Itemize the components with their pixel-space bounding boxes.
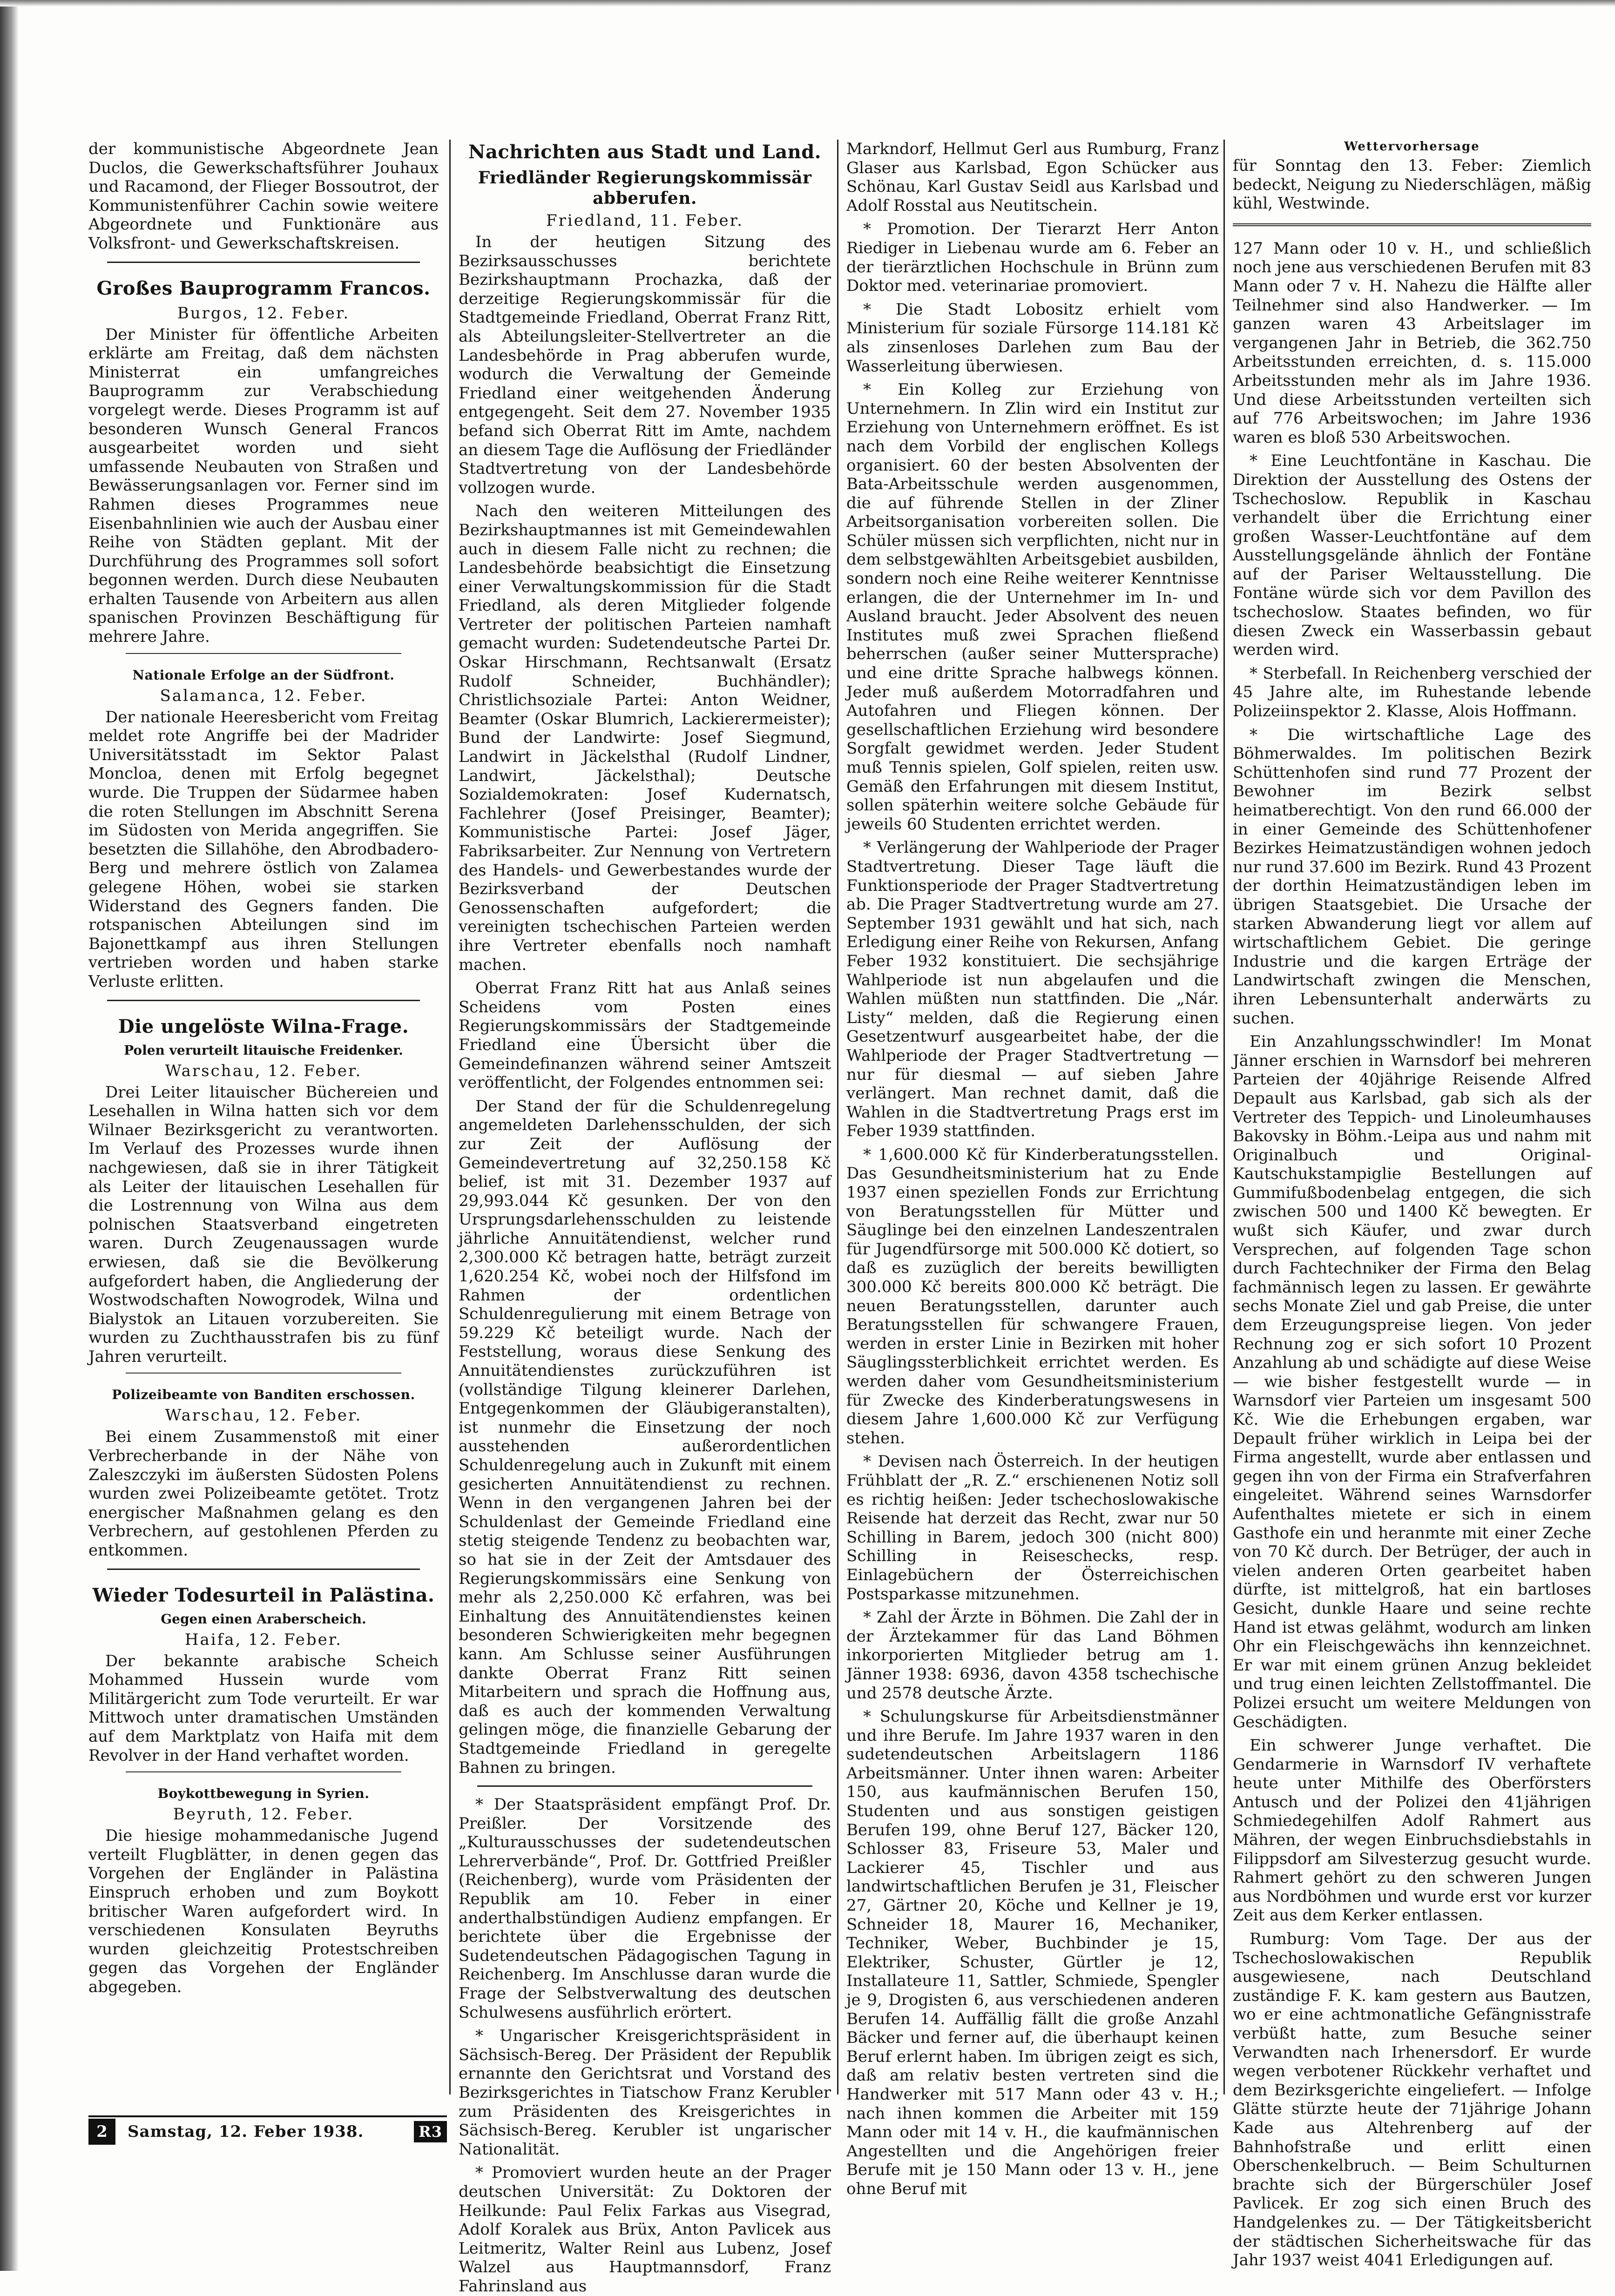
news-item: Ein schwerer Junge verhaftet. Die Gendarmerie in Warnsdorf IV verhaftete heute unter Mithilfe des Oberförsters Antusch und der Polizei den 41jährigen Schmiedegehilfen Adolf Rahmert aus Mähren, der wegen Einbruchsdiebstahls in Filippsdorf am Silvesterzug gesucht wurde. Rahmert gehört zu den schweren Jungen aus Nordböhmen und wurde erst vor kurzer Zeit aus dem Kerker entlassen. — [1233, 1736, 1591, 1925]
weather-title: Wettervorhersage — [1344, 140, 1480, 154]
scan-edge-top — [0, 0, 1615, 7]
headline-bauprogramm: Großes Bauprogramm Francos. — [96, 277, 431, 299]
news-item: Markndorf, Hellmut Gerl aus Rumburg, Franz Glaser aus Karlsbad, Egon Schücker aus Schönau, Karl Gustav Seidl aus Karlsbad und Adolf Rosstal aus Neutitschein. — [846, 140, 1219, 215]
article-paragraph: Nach den weiteren Mitteilungen des Bezirkshauptmannes ist mit Gemeindewahlen auch in diesem Falle nicht zu rechnen; die Landesbehörde beabsichtigt die Einsetzung einer Verwaltungskommission für die Stadt Friedland, als deren Mitglieder folgende Vertreter der politischen Parteien namhaft gemacht wurden: Sudetendeutsche Partei Dr. Oskar Hirschmann, Rechtsanwalt (Ersatz Rudolf Schneider, Buchhändler); Christlichsoziale Partei: Anton Weidner, Beamter (Oskar Blumrich, Lackierermeister); Bund der Landwirte: Josef Siegmund, Landwirt in Jäckelsthal (Rudolf Lindner, Landwirt, Jäckelsthal); Deutsche Sozialdemokraten: Josef Kudernatsch, Fachlehrer (Josef Preisinger, Beamter); Kommunistische Partei: Josef Jäger, Fabriksarbeiter. Zur Nennung von Vertretern des Handels- und Gewerbestandes wurde der Bezirksverband der Deutschen Genossenschaften aufgefordert; die vereinigten tschechischen Parteien werden ihre Vertreter ebenfalls noch namhaft machen. — [459, 502, 831, 974]
weather-text: für Sonntag den 13. Feber: Ziemlich bedeckt, Neigung zu Niederschlägen, mäßig kühl, Westwinde. — [1233, 156, 1591, 213]
headline-friedland: Friedländer Regierungskommissär abberufen. — [478, 168, 812, 208]
article-paragraph: Der Stand der für die Schuldenregelung angemeldeten Darlehensschulden, der sich zur Zeit der Auflösung der Gemeindevertretung auf 32,250.158 Kč belief, ist mit 31. Dezember 1937 auf 29,993.044 Kč gesunken. Der von den Ursprungsdarlehensschulden zu leistende jährliche Annuitätendienst, welcher rund 2,300.000 Kč betragen hatte, beträgt zurzeit 1,620.254 Kč, wobei noch der Hilfsfond im Rahmen der ordentlichen Schuldenregulierung mit einem Betrage von 59.229 Kč beteiligt wurde. Nach der Feststellung, woraus diese Senkung des Annuitätendienstes zurückzuführen ist (vollständige Tilgung kleinerer Darlehen, Entgegenkommen der Gläubigeranstalten), ist nunmehr die Einsetzung der noch ausstehenden außerordentlichen Schuldenregelung auch in Zukunft mit einem gesicherten Annuitätendienst zu rechnen. Wenn in den vergangenen Jahren bei der Schuldenlast der Gemeinde Friedland eine stetig steigende Tendenz zu beobachten war, so hat sie in der Zeit der Amtsdauer des Regierungskommissärs eine Senkung von mehr als 2,250.000 Kč erfahren, was bei Einhaltung des Annuitätendienstes keinen besonderen Schwierigkeiten mehr begegnen kann. Am Schlusse seiner Ausführungen dankte Oberrat Franz Ritt seinen Mitarbeitern und sprach die Hoffnung aus, daß es auch der kommenden Verwaltung gelingen möge, die finanzielle Gebarung der Stadtgemeinde Friedland in geregelte Bahnen zu bringen. — [459, 1097, 831, 1777]
column-3 — [846, 140, 1219, 2198]
news-item: 127 Mann oder 10 v. H., und schließlich noch jene aus verschiedenen Berufen mit 83 Mann oder 7 v. H. Nahezu die Hälfte aller Teilnehmer sind also Handwerker. — Im ganzen waren 43 Arbeitslager im vergangenen Jahr in Betrieb, die 362.750 Arbeitsstunden erreichten, d. s. 115.000 Arbeitsstunden mehr als im Jahre 1936. Und diese Arbeitsstunden verteilten sich auf 776 Arbeitswochen; im Jahre 1936 waren es bloß 530 Arbeitswochen. — [1233, 239, 1591, 447]
news-item: * Promoviert wurden heute an der Prager deutschen Universität: Zu Doktoren der Heilkunde: Paul Felix Farkas aus Visegrad, Adolf Koralek aus Brüx, Anton Pavlicek aus Leitmeritz, Walter Reinl aus Lubenz, Josef Walzel aus Hauptmannsdorf, Franz Fahrinsland aus — [459, 2163, 831, 2296]
subheadline: Gegen einen Araberscheich. — [161, 1611, 366, 1627]
subheadline: Polen verurteilt litauische Freidenker. — [124, 1042, 403, 1058]
article-separator — [126, 1373, 401, 1374]
news-item: * Sterbefall. In Reichenberg verschied der 45 Jahre alte, im Ruhestande lebende Polizeiinspektor 2. Klasse, Alois Hoffmann. — [1233, 664, 1591, 721]
column-1 — [88, 140, 439, 2118]
news-item: Rumburg: Vom Tage. Der aus der Tschechoslowakischen Republik ausgewiesene, nach Deutschland zuständige F. K. kam gestern aus Bautzen, wo er eine achtmonatliche Gefängnisstrafe verbüßt hatte, zum Besuche seiner Verwandten nach Irhenersdorf. Er wurde wegen verbotener Rückkehr verhaftet und dem Bezirksgerichte eingeliefert. — Infolge Glätte stürzte heute der 71jährige Johann Kade aus Altehrenberg auf der Bahnhofstraße und erlitt einen Oberschenkelbruch. — Beim Schulturnen brachte sich der Bürgerschüler Josef Pavlicek. Er zog sich einen Bruch des Handgelenkes zu. — Der Tätigkeitsbericht der städtischen Sicherheitswache für das Jahr 1937 weist 4041 Erledigungen auf. — [1233, 1930, 1591, 2270]
article-separator — [126, 1771, 401, 1772]
news-item: * Verlängerung der Wahlperiode der Prager Stadtvertretung. Dieser Tage läuft die Funktionsperiode der Prager Stadtvertretung ab. Die Prager Stadtvertretung wurde am 27. September 1931 gewählt und hat sich, nach Erledigung einer Reihe von Rekursen, Anfang Feber 1932 konstituiert. Die sechsjährige Wahlperiode ist nun abgelaufen und die Wahlen müßten nun stattfinden. Die „Nár. Listy“ melden, daß die Regierung einen Gesetzentwurf ausgearbeitet habe, der die Wahlperiode der Prager Stadtvertretung — nur für diesmal — auf sieben Jahre verlängert. Man rechnet damit, daß die Wahlen in die Stadtvertretung Prags erst im Feber 1939 stattfinden. — [846, 838, 1219, 1141]
article-paragraph: Die hiesige mohammedanische Jugend verteilt Flugblätter, in denen gegen das Vorgehen der Engländer in Palästina Einspruch erhoben und zum Boykott britischer Waren aufgefordert wird. In verschiedenen Konsulaten Beyruths wurden gleichzeitig Protestschreiben gegen das Vorgehen der Engländer abgegeben. — [88, 1826, 439, 1996]
article-separator — [107, 262, 420, 263]
dateline: Burgos, 12. Feber. — [177, 303, 350, 323]
article-separator — [107, 1569, 420, 1570]
article-paragraph: Bei einem Zusammenstoß mit einer Verbrecherbande in der Nähe von Zaleszczyki im äußersten Südosten Polens wurden zwei Polizeibeamte getötet. Trotz energischer Maßnahmen gelang es den Verbrechern, auf gestohlenen Pferden zu entkommen. — [88, 1427, 439, 1560]
newspaper-logo: R3 — [414, 2121, 447, 2142]
weather-forecast — [1233, 140, 1591, 226]
article-paragraph: Der Minister für öffentliche Arbeiten erklärte am Freitag, daß dem nächsten Ministerrat ein umfangreiches Bauprogramm zur Verabschiedung vorgelegt werde. Dieses Programm ist auf besonderen Wunsch General Francos ausgearbeitet worden und sieht umfassende Neubauten von Straßen und Bewässerungsanlagen vor. Ferner sind im Rahmen dieses Programmes neue Eisenbahnlinien wie auch der Ausbau einer Reihe von Städten geplant. Mit der Durchführung des Programmes soll sofort begonnen werden. Durch diese Neubauten erhalten Tausende von Arbeitern aus allen spanischen Provinzen Beschäftigung für mehrere Jahre. — [88, 325, 439, 646]
article-separator — [477, 1785, 812, 1787]
headline-suedfront: Nationale Erfolge an der Südfront. — [132, 667, 395, 683]
article-continuation: der kommunistische Abgeordnete Jean Duclos, die Gewerkschaftsführer Jouhaux und Racamond, der Flieger Bossoutrot, der Kommunistenführer Cachin sowie weitere Abgeordnete und Funktionäre aus Volksfront- und Gewerkschaftskreisen. — [88, 140, 439, 253]
news-item: * Promotion. Der Tierarzt Herr Anton Riediger in Liebenau wurde am 6. Feber an der tierärztlichen Hochschule in Brünn zum Doktor med. veterinariae promoviert. — [846, 220, 1219, 296]
column-rule — [837, 140, 838, 2094]
article-separator — [126, 653, 401, 654]
article-separator — [107, 1000, 420, 1001]
news-item: * Die Stadt Lobositz erhielt vom Ministerium für soziale Fürsorge 114.181 Kč als zinsenloses Darlehen zum Bau der Wasserleitung überwiesen. — [846, 300, 1219, 376]
issue-date: Samstag, 12. Feber 1938. — [128, 2122, 364, 2141]
column-2 — [459, 140, 831, 2296]
scan-edge-left — [0, 0, 19, 2271]
article-paragraph: Oberrat Franz Ritt hat aus Anlaß seines Scheidens vom Posten eines Regierungskommissärs der Stadtgemeinde Friedland eine Übersicht über die Gemeindefinanzen während seiner Amtszeit veröffentlicht, der Folgendes entnommen sei: — [459, 979, 831, 1092]
dateline: Haifa, 12. Feber. — [184, 1630, 343, 1649]
news-item: * Zahl der Ärzte in Böhmen. Die Zahl der in der Ärztekammer für das Land Böhmen inkorporierten Mitglieder betrug am 1. Jänner 1938: 6936, davon 4358 tschechische und 2578 deutsche Ärzte. — [846, 1608, 1219, 1703]
article-paragraph: In der heutigen Sitzung des Bezirksausschusses berichtete Bezirkshauptmann Prochazka, daß der derzeitige Regierungskommissär für die Stadtgemeinde Friedland, Oberrat Franz Ritt, als Abteilungsleiter-Stellvertreter an die Landesbehörde in Prag abberufen wurde, wodurch die Verwaltung der Gemeinde Friedland einer weitgehenden Änderung entgegengeht. Seit dem 27. November 1935 befand sich Oberrat Ritt im Amte, nachdem an diesem Tage die Auflösung der Friedländer Stadtvertretung von der Landesbehörde vollzogen wurde. — [459, 233, 831, 497]
news-item: * Der Staatspräsident empfängt Prof. Dr. Preißler. Der Vorsitzende des „Kulturausschusses der sudetendeutschen Lehrerverbände“, Prof. Dr. Gottfried Preißler (Reichenberg), wurde vom Präsidenten der Republik am 10. Feber in einer anderthalbstündigen Audienz empfangen. Er berichtete über die Ergebnisse der Sudetendeutschen Pädagogischen Tagung in Reichenberg. Im Anschlusse daran wurde die Frage der Selbstverwaltung des deutschen Schulwesens ausführlich erörtert. — [459, 1795, 831, 2022]
article-paragraph: Der nationale Heeresbericht vom Freitag meldet rote Angriffe bei der Madrider Universitätsstadt im Sektor Palast Moncloa, denen mit Erfolg begegnet wurde. Die Truppen der Südarmee haben die roten Stellungen im Abschnitt Serena im Südosten von Merida angegriffen. Sie besetzten die Sillahöhe, den Abrodbadero-Berg und mehrere östlich von Zalamea gelegene Höhen, wobei sie starken Widerstand des Gegners fanden. Die rotspanischen Abteilungen sind im Bajonettkampf aus ihren Stellungen vertrieben worden und haben starke Verluste erlitten. — [88, 707, 439, 991]
section-title: Nachrichten aus Stadt und Land. — [468, 141, 822, 163]
dateline: Beyruth, 12. Feber. — [173, 1805, 354, 1824]
news-item: * 1,600.000 Kč für Kinderberatungsstellen. Das Gesundheitsministerium hat zu Ende 1937 einen speziellen Fonds zur Errichtung von Beratungsstellen für Mütter und Säuglinge bei den einzelnen Landeszentralen für Jugendfürsorge mit 500.000 Kč dotiert, so daß es zuzüglich der bereits bewilligten 300.000 Kč bereits 800.000 Kč beträgt. Die neuen Beratungsstellen, darunter auch Beratungsstellen für schwangere Frauen, werden in erster Linie in Bezirken mit hoher Säuglingssterblichkeit errichtet werden. Es werden daher vom Gesundheitsministerium für Zwecke des Kinderberatungswesens in diesem Jahre 1,600.000 Kč zur Verfügung stehen. — [846, 1145, 1219, 1448]
column-rule — [449, 140, 451, 2094]
dateline: Friedland, 11. Feber. — [546, 211, 743, 230]
news-item: * Devisen nach Österreich. In der heutigen Frühblatt der „R. Z.“ erschienenen Notiz soll es richtig heißen: Jeder tschechoslowakische Reisende hat derzeit das Recht, zwar nur 50 Schilling in Barem, jedoch 300 (nicht 800) Schilling in Reiseschecks, resp. Einlagebüchern der Österreichischen Postsparkasse mitzunehmen. — [846, 1452, 1219, 1603]
column-4 — [1233, 140, 1591, 2270]
headline-boykott: Boykottbewegung in Syrien. — [157, 1786, 370, 1802]
article-paragraph: Der bekannte arabische Scheich Mohammed Hussein wurde vom Militärgericht zum Tode verurteilt. Er war Mittwoch unter dramatischen Umständen auf dem Marktplatz von Haifa mit dem Revolver in der Hand verhaftet worden. — [88, 1651, 439, 1765]
page-footer — [88, 2115, 447, 2146]
news-item: * Eine Leuchtfontäne in Kaschau. Die Direktion der Ausstellung des Ostens der Tschechoslow. Republik in Kaschau verhandelt über die Errichtung einer großen Wasser-Leuchtfontäne auf dem Ausstellungsgelände ähnlich der Fontäne auf der Pariser Weltausstellung. Die Fontäne würde sich vor dem Pavillon des tschechoslow. Staates befinden, wo für diesen Zweck ein Wasserbassin gebaut werden wird. — [1233, 451, 1591, 660]
dateline: Warschau, 12. Feber. — [165, 1061, 362, 1080]
news-item: * Ungarischer Kreisgerichtspräsident in Sächsisch-Bereg. Der Präsident der Republik ernannte den Gerichtsrat und Vorstand des Bezirksgerichtes in Tiatschow Franz Kerubler zum Präsidenten des Kreisgerichtes in Sächsisch-Bereg. Kerubler ist ungarischer Nationalität. — [459, 2027, 831, 2159]
headline-todesurteil: Wieder Todesurteil in Palästina. — [92, 1584, 435, 1606]
headline-polizeibeamte: Polizeibeamte von Banditen erschossen. — [112, 1387, 415, 1403]
news-item: * Schulungskurse für Arbeitsdienstmänner und ihre Berufe. Im Jahre 1937 waren in den sudetendeutschen Arbeitslagern 1186 Arbeitsmänner. Unter ihnen waren: Arbeiter 150, aus kaufmännischen Berufen 150, Studenten und aus sonstigen geistigen Berufen 199, ohne Beruf 127, Bäcker 120, Schlosser 83, Friseure 53, Maler und Lackierer 45, Tischler und aus landwirtschaftlichen Berufen je 31, Fleischer 27, Gärtner 20, Köche und Kellner je 19, Schneider 18, Maurer 16, Mechaniker, Techniker, Weber, Buchbinder je 15, Elektriker, Schuster, Gürtler je 12, Installateure 11, Sattler, Schmiede, Spengler je 9, Drogisten 6, aus verschiedenen anderen Berufen 14. Auffällig fällt die große Anzahl Bäcker und ferner auf, die überhaupt keinen Beruf erlernt haben. Im übrigen zeigt es sich, daß am relativ besten vertreten sind die Handwerker mit 517 Mann oder 43 v. H.; nach ihnen kommen die Arbeiter mit 159 Mann oder mit 14 v. H., die kaufmännischen Angestellten und die Angehörigen freier Berufe mit je 150 Mann oder 13 v. H., jene ohne Beruf mit — [846, 1707, 1219, 2198]
article-paragraph: Drei Leiter litauischer Büchereien und Lesehallen in Wilna hatten sich vor dem Wilnaer Bezirksgericht zu verantworten. Im Verlauf des Prozesses wurde ihnen nachgewiesen, daß sie in ihrer Tätigkeit als Leiter der litauischen Lesehallen für die Lostrennung von Wilna aus dem polnischen Staatsverband eingetreten waren. Durch Zeugenaussagen wurde erwiesen, daß sie die Bevölkerung aufgefordert haben, die Angliederung der Wostwodschaften Nowogrodek, Wilna und Bialystok an Litauen vorzubereiten. Sie wurden zu Zuchthausstrafen bis zu fünf Jahren verurteilt. — [88, 1083, 439, 1366]
news-item: * Die wirtschaftliche Lage des Böhmerwaldes. Im politischen Bezirk Schüttenhofen sind rund 77 Prozent der Bewohner im Bezirk selbst heimatberechtigt. Von den rund 66.000 der in einer Gemeinde des Schüttenhofener Bezirkes Heimatzuständigen wohnen jedoch nur rund 37.600 im Bezirk. Rund 43 Prozent der dorthin Heimatzuständigen leben im übrigen Staatsgebiet. Die Ursache der starken Abwanderung liegt vor allem auf wirtschaftlichem Gebiet. Die geringe Industrie und die kargen Erträge der Landwirtschaft zwingen die Menschen, ihren Lebensunterhalt anderwärts zu suchen. — [1233, 725, 1591, 1028]
dateline: Warschau, 12. Feber. — [165, 1406, 362, 1425]
page-number: 2 — [88, 2119, 115, 2145]
news-item: Ein Anzahlungsschwindler! Im Monat Jänner erschien in Warnsdorf bei mehreren Parteien der 40jährige Reisende Alfred Depault aus Karlsbad, gab sich als der Vertreter des Teppich- und Linoleumhauses Bakovsky in Böhm.-Leipa aus und nahm mit Originalbuch und Original-Kautschukstampiglie Bestellungen auf Gummifußbodenbelag entgegen, die sich zwischen 500 und 1400 Kč bewegten. Er wußt sich Käufer, und zwar durch Versprechen, auf folgenden Tage schon durch Fachtechniker der Firma den Belag fachmännisch legen zu lassen. Er gewährte sechs Monate Ziel und gab Preise, die unter dem Erzeugungspreise liegen. Von jeder Rechnung zog er sich sofort 10 Prozent Anzahlung ab und schädigte auf diese Weise — wie bisher festgestellt wurde — in Warnsdorf vier Parteien um insgesamt 500 Kč. Wie die Erhebungen ergaben, war Depault früher wirklich in Leipa bei der Firma angestellt, wurde aber entlassen und gegen ihn von der Firma ein Strafverfahren eingeleitet. Während seines Warnsdorfer Aufenthaltes mietete er sich in einem Gasthofe ein und heranmte mit einer Zeche von 70 Kč durch. Der Betrüger, der auch in vielen anderen Orten gearbeitet haben dürfte, ist mittelgroß, hat ein bartloses Gesicht, dunkle Haare und seine rechte Hand ist etwas gelähmt, wodurch am linken Ohr ein Fleischgewächs ihn kennzeichnet. Er war mit einem grünen Anzug bekleidet und trug einen leichten Zellstoffmantel. Die Polizei ersucht um weitere Meldungen von Geschädigten. — [1233, 1032, 1591, 1731]
headline-wilna: Die ungelöste Wilna-Frage. — [118, 1015, 409, 1037]
news-item: * Ein Kolleg zur Erziehung von Unternehmern. In Zlin wird ein Institut zur Erziehung von Unternehmern eröffnet. Es ist nach dem Vorbild der englischen Kollegs organisiert. 60 der besten Absolventen der Bata-Arbeitsschule werden ausgenommen, die auf führende Stellen in der Zliner Arbeitsorganisation vorbereiten sollen. Die Schüler müssen sich verpflichten, nicht nur in dem selbstgewählten Arbeitsgebiet ausbilden, sondern noch eine Reihe weiterer Kenntnisse erlangen, die der Unternehmer im In- und Ausland braucht. Jeder Absolvent des neuen Institutes muß zwei Sprachen fließend beherrschen (außer seiner Muttersprache) und eine dritte Sprache halbwegs können. Jeder muß außerdem Motorradfahren und Autofahren und Fliegen können. Der gesellschaftlichen Erziehung wird besondere Sorgfalt gewidmet werden. Jeder Student muß Tennis spielen, Golf spielen, reiten usw. Gemäß den Erfahrungen mit diesem Institut, sollen späterhin weitere solche Gebäude für jeweils 60 Studenten errichtet werden. — [846, 380, 1219, 834]
column-rule — [1223, 140, 1225, 2094]
dateline: Salamanca, 12. Feber. — [160, 686, 367, 705]
